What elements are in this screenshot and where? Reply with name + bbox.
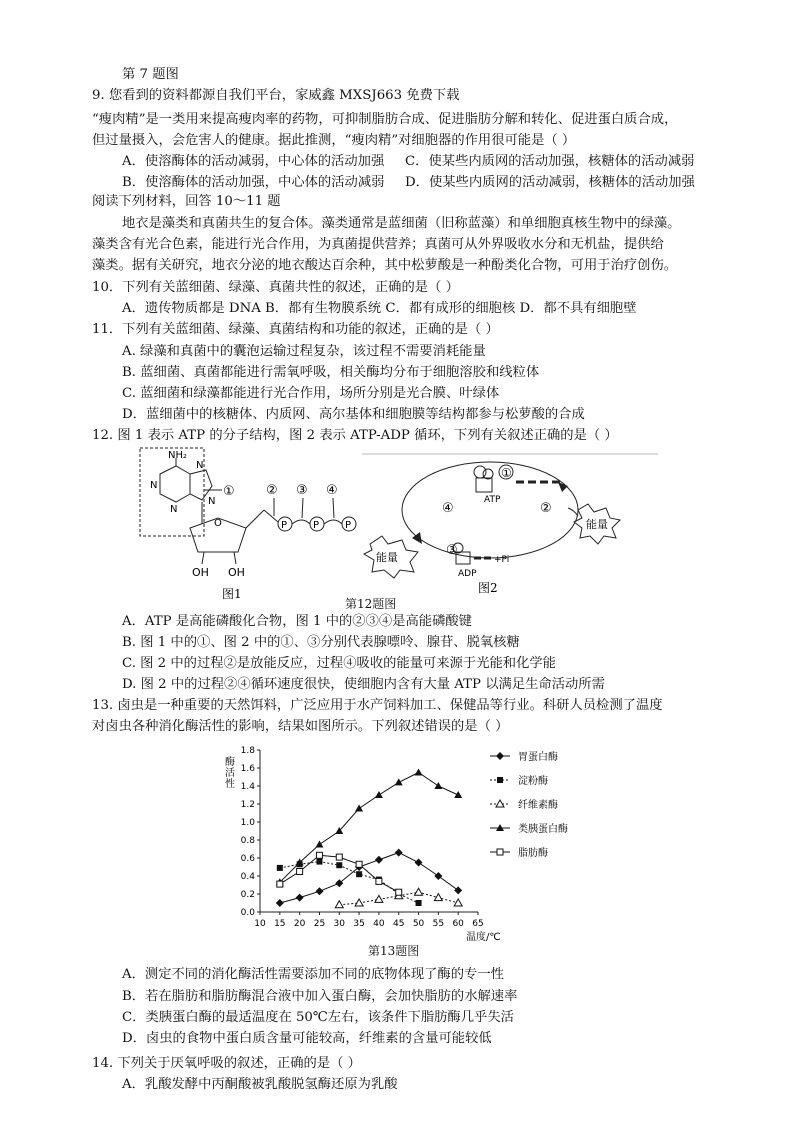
q13-stem-line2: 对卤虫各种消化酶活性的影响，结果如图所示。下列叙述错误的是（ ） bbox=[92, 719, 509, 734]
chart-axes bbox=[241, 746, 484, 929]
p-label-3: P bbox=[345, 520, 352, 531]
y-tick-label: 1.4 bbox=[240, 782, 255, 792]
oh-label-left: OH bbox=[192, 566, 209, 579]
n-label-c: N bbox=[196, 460, 204, 471]
adenine-dashed-box bbox=[140, 448, 204, 536]
data-point bbox=[277, 881, 283, 887]
q11-option-a: A. 绿藻和真菌中的囊泡运输过程复杂，该过程不需要消耗能量 bbox=[122, 344, 486, 359]
x-tick-label: 50 bbox=[412, 919, 425, 929]
data-point bbox=[454, 886, 462, 894]
data-point bbox=[355, 805, 363, 812]
data-point bbox=[454, 899, 462, 906]
circle-1-label: ① bbox=[223, 484, 235, 499]
data-point bbox=[316, 859, 322, 865]
high-energy-bond-1 bbox=[292, 520, 310, 524]
pi-label: +Pi bbox=[494, 555, 510, 565]
o-label: O bbox=[214, 518, 222, 529]
q11-option-c: C. 蓝细菌和绿藻都能进行光合作用，场所分别是光合膜、叶绿体 bbox=[122, 386, 500, 401]
fig2-circle-3: ③ bbox=[446, 543, 458, 558]
q13-option-d: D．卤虫的食物中蛋白质含量可能较高，纤维素的含量可能较低 bbox=[122, 1031, 492, 1046]
oh-label-right: OH bbox=[228, 566, 245, 579]
atp-adp-cycle-figure bbox=[362, 452, 658, 602]
legend-label: 纤维素酶 bbox=[518, 800, 558, 811]
q9-stem-line2: 但过量摄入，会危害人的健康。据此推测，“瘦肉精”对细胞器的作用很可能是（ ） bbox=[92, 133, 576, 148]
x-tick-label: 15 bbox=[274, 919, 286, 929]
data-point bbox=[336, 854, 342, 860]
series-0 bbox=[276, 849, 462, 907]
data-point bbox=[395, 778, 403, 785]
fig2-circle-4: ④ bbox=[442, 501, 454, 516]
data-point bbox=[375, 791, 383, 798]
x-tick-label: 55 bbox=[432, 919, 445, 929]
y-axis-label: 酶活性 bbox=[222, 756, 234, 789]
data-point bbox=[355, 899, 363, 906]
energy-label-right: 能量 bbox=[586, 518, 608, 531]
y-tick-label: 1.0 bbox=[240, 818, 255, 828]
adp-label: ADP bbox=[458, 569, 477, 579]
data-point bbox=[415, 888, 423, 895]
data-point bbox=[276, 899, 284, 907]
atp-label: ATP bbox=[484, 495, 501, 505]
data-point bbox=[434, 782, 442, 789]
circle-4-label: ④ bbox=[326, 483, 338, 498]
q13-figure-caption: 第13题图 bbox=[368, 944, 420, 958]
x-tick-label: 45 bbox=[393, 919, 405, 929]
data-point bbox=[316, 852, 322, 858]
data-point bbox=[297, 869, 303, 875]
reading-para-line3: 藻类。据有关研究，地衣分泌的地衣酸达百余种，其中松萝酸是一种酚类化合物，可用于治疗创伤。 bbox=[92, 258, 678, 273]
x-tick-label: 10 bbox=[254, 919, 266, 929]
q12-stem: 12. 图 1 表示 ATP 的分子结构，图 2 表示 ATP-ADP 循环，下列有关叙述正确的是（ ） bbox=[92, 428, 618, 443]
p-label-2: P bbox=[313, 520, 320, 531]
fig2-circle-2: ② bbox=[540, 501, 552, 516]
data-point bbox=[415, 859, 423, 867]
q11-option-b: B. 蓝细菌、真菌都能进行需氧呼吸，相关酶均分布于细胞溶胶和线粒体 bbox=[122, 365, 540, 380]
data-point bbox=[296, 894, 304, 902]
q12-option-c: C. 图 2 中的过程②是放能反应，过程④吸收的能量可来源于光能和化学能 bbox=[122, 656, 556, 671]
q9-option-a: A．使溶酶体的活动减弱，中心体的活动加强 bbox=[122, 154, 385, 169]
y-tick-label: 1.2 bbox=[240, 800, 255, 810]
q10-stem: 10．下列有关蓝细菌、绿藻、真菌共性的叙述，正确的是（ ） bbox=[92, 280, 459, 295]
chart-legend bbox=[490, 750, 568, 859]
q12-option-d: D. 图 2 中的过程②④循环速度很快，使细胞内含有大量 ATP 以满足生命活动所需 bbox=[122, 677, 605, 692]
q11-option-d: D．蓝细菌中的核糖体、内质网、高尔基体和细胞膜等结构都参与松萝酸的合成 bbox=[122, 407, 585, 422]
q14-option-a: A．乳酸发酵中丙酮酸被乳酸脱氢酶还原为乳酸 bbox=[122, 1077, 398, 1092]
y-tick-label: 1.8 bbox=[240, 746, 255, 756]
data-point bbox=[376, 878, 382, 884]
data-point bbox=[336, 862, 342, 868]
x-axis-label: 温度/℃ bbox=[466, 932, 501, 943]
nh2-label: NH₂ bbox=[168, 450, 188, 461]
data-point bbox=[315, 841, 323, 848]
data-point bbox=[335, 901, 343, 908]
n-label-b: N bbox=[170, 504, 178, 515]
legend-label: 脂肪酶 bbox=[518, 848, 548, 859]
data-point bbox=[356, 871, 362, 877]
high-energy-bond-2 bbox=[324, 520, 342, 524]
reading-para-line2: 藻类含有光合色素，能进行光合作用，为真菌提供营养；真菌可从外界吸收水分和无机盐，提供给 bbox=[92, 237, 664, 252]
y-tick-label: 0.4 bbox=[240, 872, 255, 882]
q12-option-a: A．ATP 是高能磷酸化合物，图 1 中的②③④是高能磷酸键 bbox=[122, 614, 472, 629]
q9-option-b: B．使溶酶体的活动加强，中心体的活动减弱 bbox=[122, 175, 385, 190]
p-label-1: P bbox=[281, 520, 288, 531]
enzyme-activity-chart bbox=[222, 744, 602, 944]
circle-2-label: ② bbox=[266, 483, 278, 498]
x-tick-label: 60 bbox=[452, 919, 464, 929]
q12-figure-caption: 第12题图 bbox=[345, 597, 397, 611]
atp-structure-figure bbox=[130, 446, 360, 602]
data-point bbox=[434, 894, 442, 901]
legend-marker bbox=[496, 752, 504, 760]
y-tick-label: 0.0 bbox=[240, 908, 255, 918]
q13-option-a: A．测定不同的消化酶活性需要添加不同的底物体现了酶的专一性 bbox=[122, 967, 504, 982]
data-point bbox=[454, 791, 462, 798]
q11-stem: 11．下列有关蓝细菌、绿藻、真菌结构和功能的叙述，正确的是（ ） bbox=[92, 322, 499, 337]
data-point bbox=[375, 856, 383, 864]
data-point bbox=[356, 861, 362, 867]
fig2-circle-1: ① bbox=[501, 466, 512, 480]
fig2-label: 图2 bbox=[478, 581, 498, 595]
q9-option-c: C．使某些内质网的活动加强，核糖体的活动减弱 bbox=[405, 154, 695, 169]
data-point bbox=[277, 865, 283, 871]
data-point bbox=[395, 849, 403, 857]
x-tick-label: 35 bbox=[353, 919, 365, 929]
chart-series bbox=[276, 769, 462, 908]
x-tick-label: 40 bbox=[373, 919, 385, 929]
q12-option-b: B. 图 1 中的①、图 2 中的①、③分别代表腺嘌呤、腺苷、脱氧核糖 bbox=[122, 635, 520, 650]
data-point bbox=[416, 900, 422, 906]
fig7-caption: 第 7 题图 bbox=[122, 67, 179, 82]
y-tick-label: 0.8 bbox=[240, 836, 255, 846]
q13-stem-line1: 13. 卤虫是一种重要的天然饵料，广泛应用于水产饲料加工、保健品等行业。科研人员检测了温度 bbox=[92, 698, 663, 713]
x-tick-label: 25 bbox=[313, 919, 326, 929]
q10-options: A．遗传物质都是 DNA B．都有生物膜系统 C．都有成形的细胞核 D．都不具有细胞壁 bbox=[122, 301, 637, 316]
platform-notice: 9. 您看到的资料都源自我们平台，家威鑫 MXSJ663 免费下载 bbox=[92, 88, 460, 103]
q13-option-b: B．若在脂肪和脂肪酶混合液中加入蛋白酶，会加快脂肪的水解速率 bbox=[122, 989, 518, 1004]
q9-option-d: D．使某些内质网的活动减弱，核糖体的活动加强 bbox=[405, 175, 695, 190]
data-point bbox=[396, 889, 402, 895]
purine-six-ring bbox=[160, 466, 190, 502]
legend-label: 类胰蛋白酶 bbox=[518, 824, 568, 835]
x-tick-label: 65 bbox=[472, 919, 484, 929]
legend-label: 淀粉酶 bbox=[518, 776, 548, 787]
n-label-a: N bbox=[150, 480, 158, 491]
q14-stem: 14. 下列关于厌氧呼吸的叙述，正确的是（ ） bbox=[92, 1056, 361, 1071]
n-label-d: N bbox=[208, 496, 216, 507]
x-tick-label: 30 bbox=[333, 919, 345, 929]
fig1-label: 图1 bbox=[222, 587, 242, 601]
reading-intro: 阅读下列材料，回答 10～11 题 bbox=[92, 194, 281, 209]
reading-para-line1: 地衣是藻类和真菌共生的复合体。藻类通常是蓝细菌（旧称蓝藻）和单细胞真核生物中的绿藻。 bbox=[122, 216, 681, 231]
circle-3-label: ③ bbox=[296, 483, 308, 498]
x-tick-label: 20 bbox=[293, 919, 306, 929]
data-point bbox=[415, 769, 423, 776]
data-point bbox=[375, 895, 383, 902]
y-tick-label: 0.2 bbox=[240, 890, 255, 900]
y-tick-label: 1.6 bbox=[240, 764, 255, 774]
y-tick-label: 0.6 bbox=[240, 854, 255, 864]
legend-marker bbox=[497, 777, 503, 783]
data-point bbox=[434, 872, 442, 880]
q9-stem-line1: “瘦肉精”是一类用来提高瘦肉率的药物，可抑制脂肪合成、促进脂肪分解和转化、促进蛋白质合成， bbox=[92, 112, 678, 127]
data-point bbox=[315, 887, 323, 895]
q13-option-c: C．类胰蛋白酶的最适温度在 50℃左右，该条件下脂肪酶几乎失活 bbox=[122, 1010, 514, 1025]
legend-label: 胃蛋白酶 bbox=[518, 752, 558, 763]
energy-label-left: 能量 bbox=[376, 551, 398, 564]
legend-marker bbox=[497, 849, 503, 855]
